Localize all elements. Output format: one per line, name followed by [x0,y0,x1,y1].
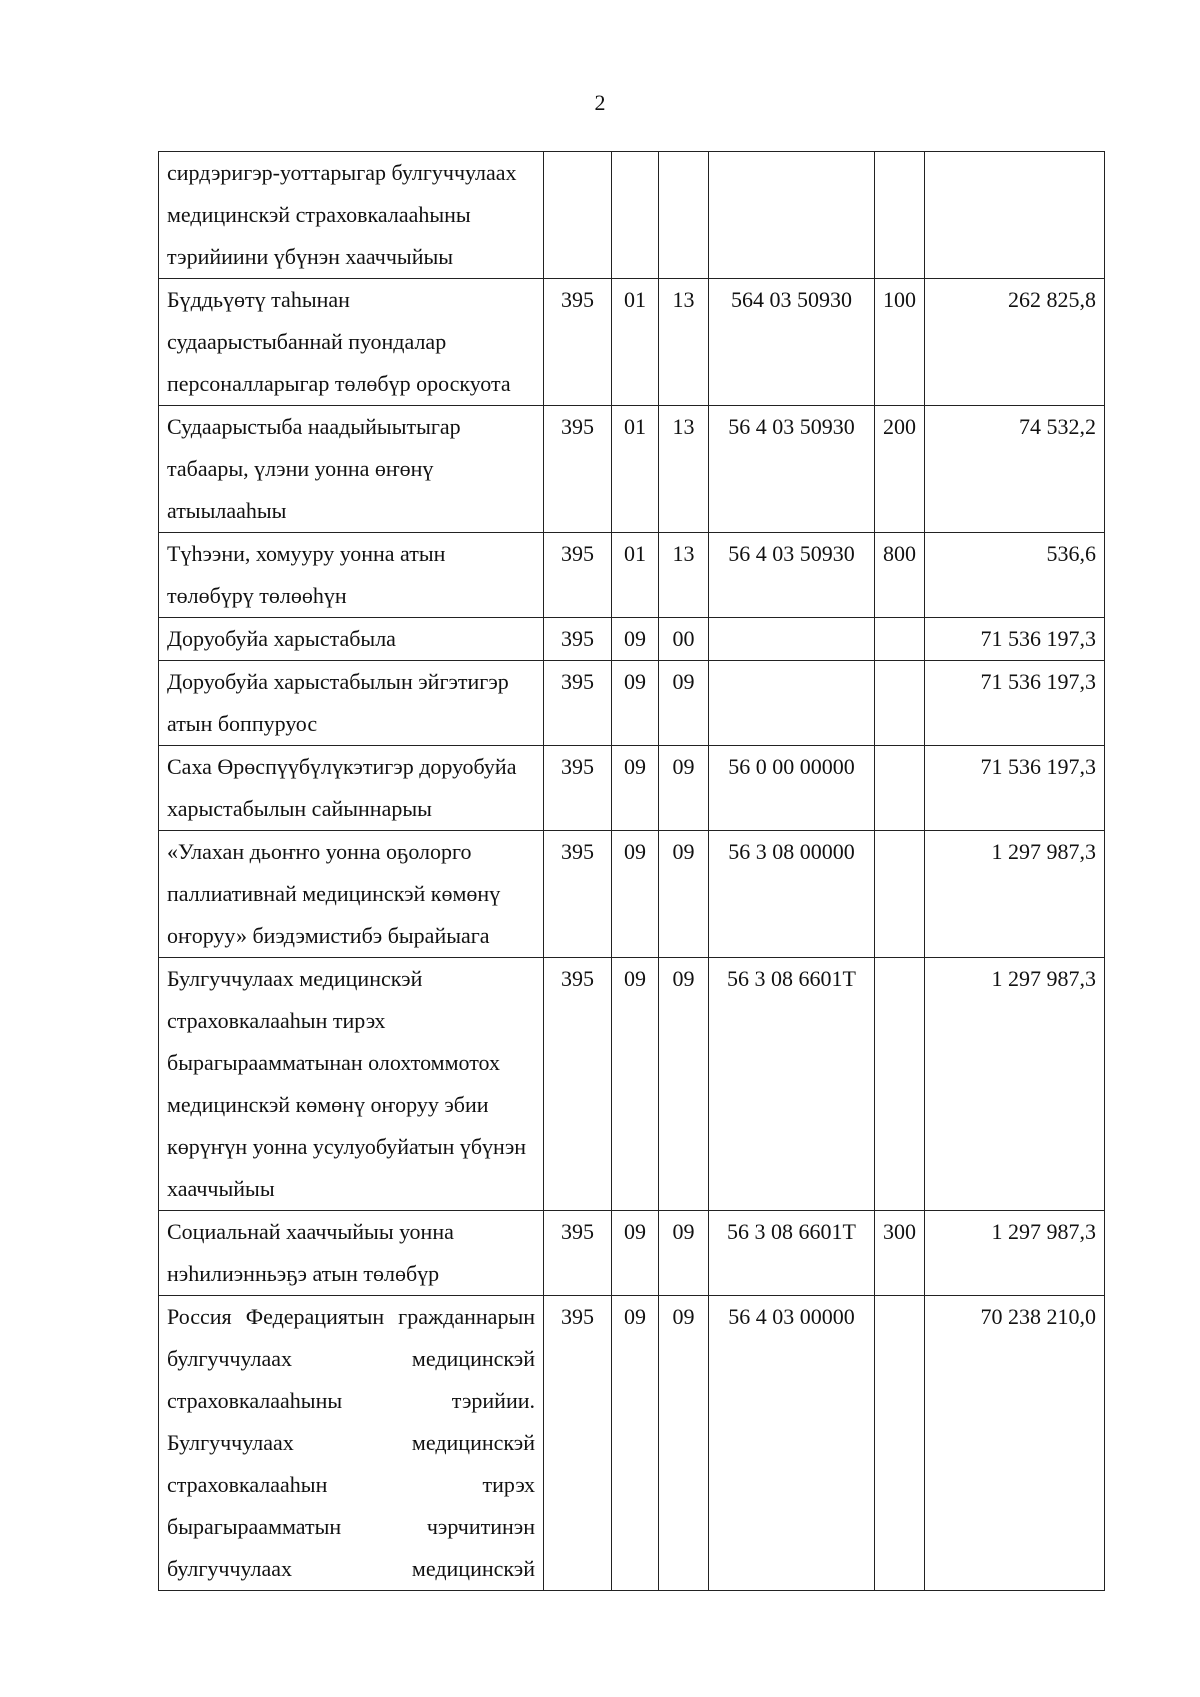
description-line: сирдэригэр-уоттарыгар булгуччулаах [167,160,517,185]
description-line: Судаарыстыба наадыйыытыгар [167,414,461,439]
description-line: медицинскэй страховкалааһыны [167,202,471,227]
subsection-code-cell: 09 [659,1211,709,1296]
target-code-cell [709,618,875,661]
admin-code-cell: 395 [544,746,612,831]
row-description [159,1296,544,1591]
target-code-cell: 56 3 08 6601Т [709,1211,875,1296]
description-line: Россия Федерациятын гражданнарын [167,1304,535,1329]
expense-type-cell [875,152,925,279]
expense-type-cell: 100 [875,279,925,406]
table-body [159,152,1105,1591]
table-row [159,661,1105,746]
section-code-cell: 09 [612,831,659,958]
subsection-code-cell: 13 [659,533,709,618]
table-row [159,618,1105,661]
expense-type-cell [875,618,925,661]
section-code-cell: 01 [612,406,659,533]
description-line: харыстабылын сайыннарыы [167,796,432,821]
row-description [159,831,544,958]
row-description [159,533,544,618]
description-line: булгуччулаах медицинскэй [167,1556,535,1581]
table-row [159,533,1105,618]
admin-code-cell: 395 [544,1296,612,1591]
description-line: персоналларыгар төлөбүр ороскуота [167,371,511,396]
section-code-cell [612,152,659,279]
expense-type-cell [875,958,925,1211]
description-line: медицинскэй көмөнү оҥоруу эбии [167,1092,489,1117]
expense-type-cell: 800 [875,533,925,618]
subsection-code-cell: 09 [659,958,709,1211]
amount-cell: 262 825,8 [925,279,1105,406]
row-description [159,406,544,533]
description-line: судаарыстыбаннай пуондалар [167,329,447,354]
subsection-code-cell [659,152,709,279]
subsection-code-cell: 09 [659,1296,709,1591]
description-line: табаары, үлэни уонна өҥөнү [167,456,434,481]
expense-type-cell [875,661,925,746]
description-line: төлөбүрү төлөөһүн [167,583,347,608]
admin-code-cell: 395 [544,661,612,746]
table-row [159,831,1105,958]
section-code-cell: 01 [612,533,659,618]
description-line: Социальнай хааччыйыы уонна [167,1219,454,1244]
expense-type-cell [875,1296,925,1591]
description-line: Доруобуйа харыстабыла [167,626,396,651]
description-line: нэһилиэнньэҕэ атын төлөбүр [167,1261,440,1286]
row-description [159,661,544,746]
row-description [159,618,544,661]
section-code-cell: 09 [612,618,659,661]
amount-cell: 71 536 197,3 [925,618,1105,661]
description-line: страховкалааһыны тэрийии. [167,1388,535,1413]
description-line: Бүддьүөтү таһынан [167,287,350,312]
section-code-cell: 01 [612,279,659,406]
row-description [159,279,544,406]
target-code-cell: 56 0 00 00000 [709,746,875,831]
page-number: 2 [594,90,606,115]
table-row [159,958,1105,1211]
description-line: бырагыраамматын чэрчитинэн [167,1514,535,1539]
description-line: атын боппуруос [167,711,318,736]
description-line: атыылааһыы [167,498,287,523]
amount-cell: 536,6 [925,533,1105,618]
admin-code-cell: 395 [544,958,612,1211]
section-code-cell: 09 [612,746,659,831]
section-code-cell: 09 [612,1296,659,1591]
description-line: тэрийиини үбүнэн хааччыйыы [167,244,454,269]
amount-cell: 74 532,2 [925,406,1105,533]
description-line: Саха Өрөспүүбүлүкэтигэр доруобуйа [167,754,517,779]
row-description [159,1211,544,1296]
description-line: бырагыраамматынан олохтоммотох [167,1050,500,1075]
admin-code-cell: 395 [544,618,612,661]
description-line: оҥоруу» биэдэмистибэ бырайыага [167,923,490,948]
amount-cell: 1 297 987,3 [925,831,1105,958]
table-row [159,152,1105,279]
expense-type-cell [875,831,925,958]
target-code-cell: 56 4 03 50930 [709,406,875,533]
table-row [159,279,1105,406]
table-row [159,1211,1105,1296]
amount-cell: 71 536 197,3 [925,746,1105,831]
budget-table [158,151,1105,1591]
admin-code-cell: 395 [544,279,612,406]
target-code-cell [709,661,875,746]
description-line: Булгуччулаах медицинскэй [167,1430,535,1455]
amount-cell: 1 297 987,3 [925,1211,1105,1296]
admin-code-cell [544,152,612,279]
description-line: хааччыйыы [167,1176,275,1201]
expense-type-cell [875,746,925,831]
subsection-code-cell: 09 [659,661,709,746]
admin-code-cell: 395 [544,533,612,618]
target-code-cell: 564 03 50930 [709,279,875,406]
amount-cell [925,152,1105,279]
target-code-cell: 56 3 08 6601Т [709,958,875,1211]
row-description [159,152,544,279]
target-code-cell [709,152,875,279]
description-line: Түһээни, хомууру уонна атын [167,541,446,566]
amount-cell: 1 297 987,3 [925,958,1105,1211]
description-line: Булгуччулаах медицинскэй [167,966,423,991]
row-description [159,958,544,1211]
amount-cell: 71 536 197,3 [925,661,1105,746]
description-line: Доруобуйа харыстабылын эйгэтигэр [167,669,509,694]
row-description [159,746,544,831]
description-line: булгуччулаах медицинскэй [167,1346,535,1371]
amount-cell: 70 238 210,0 [925,1296,1105,1591]
admin-code-cell: 395 [544,1211,612,1296]
expense-type-cell: 200 [875,406,925,533]
admin-code-cell: 395 [544,831,612,958]
section-code-cell: 09 [612,661,659,746]
table-row [159,406,1105,533]
subsection-code-cell: 13 [659,406,709,533]
description-line: паллиативнай медицинскэй көмөнү [167,881,501,906]
table-row [159,1296,1105,1591]
description-line: «Улахан дьоҥҥо уонна оҕолорго [167,839,472,864]
subsection-code-cell: 13 [659,279,709,406]
subsection-code-cell: 00 [659,618,709,661]
expense-type-cell: 300 [875,1211,925,1296]
section-code-cell: 09 [612,1211,659,1296]
description-line: страховкалааһын тирэх [167,1472,535,1497]
target-code-cell: 56 4 03 50930 [709,533,875,618]
target-code-cell: 56 4 03 00000 [709,1296,875,1591]
table-row [159,746,1105,831]
description-line: көрүҥүн уонна усулуобуйатын үбүнэн [167,1134,527,1159]
subsection-code-cell: 09 [659,746,709,831]
description-line: страховкалааһын тирэх [167,1008,386,1033]
subsection-code-cell: 09 [659,831,709,958]
section-code-cell: 09 [612,958,659,1211]
admin-code-cell: 395 [544,406,612,533]
target-code-cell: 56 3 08 00000 [709,831,875,958]
